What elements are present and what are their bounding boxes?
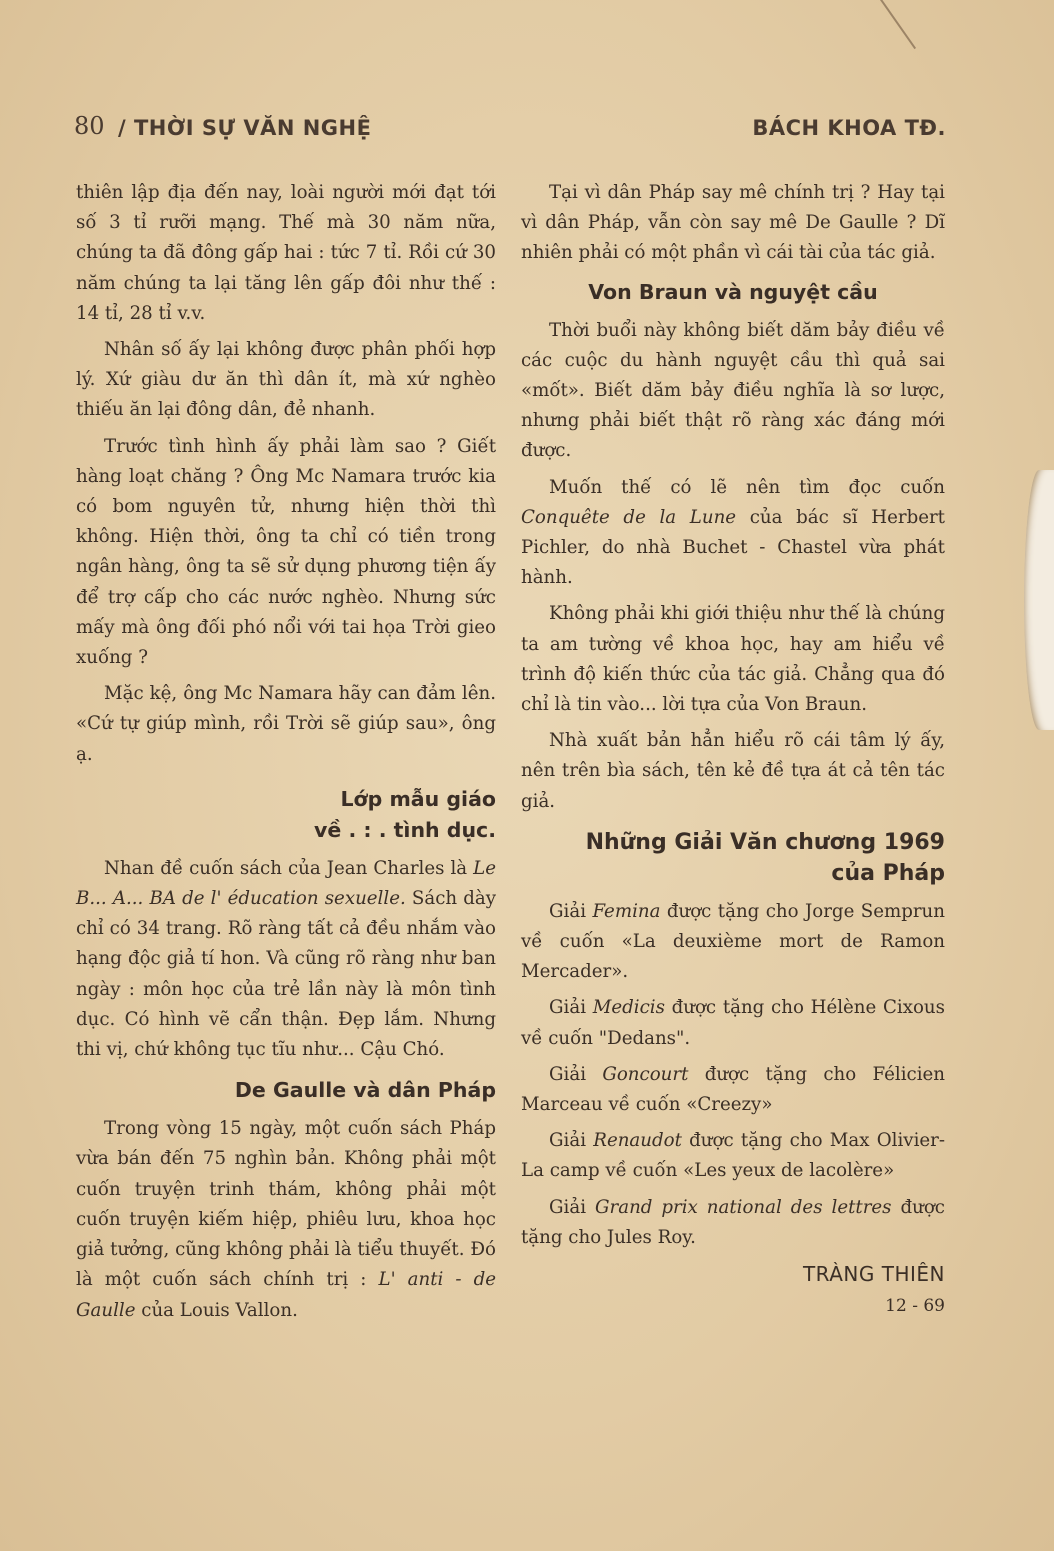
article-heading-von-braun: Von Braun và nguyệt cầu [588,279,878,304]
paragraph: Nhà xuất bản hẳn hiểu rõ cái tâm lý ấy, nên trên bìa sách, tên kẻ đề tựa át cả tên tác giả. [521,730,945,812]
author-signature: TRÀNG THIÊN [802,1262,945,1287]
page-crease [880,0,916,49]
paragraph: Nhân số ấy lại không được phân phối hợp lý. Xứ giàu dư ăn thì dân ít, mà xứ nghèo thiếu ăn lại đông dân, đẻ nhanh. [76,339,496,421]
left-column [76,178,496,1332]
paragraph: Muốn thế có lẽ nên tìm đọc cuốn Conquête de la Lune của bác sĩ Herbert Pichler, do nhà Buchet - Chastel vừa phát hành. [521,476,945,589]
paragraph: Nhan đề cuốn sách của Jean Charles là Le B... A... BA de l' éducation sexuelle. Sách dày chỉ có 34 trang. Rõ ràng tất cả đều nhắm vào hạng độc giả tí hon. Và cũng rõ ràng như ban ngày : môn học của trẻ lần này là môn tình dục. Có hình vẽ cẩn thận. Đẹp lắm. Nhưng thi vị, chứ không tục tĩu như... Cậu Chó. [76,857,497,1061]
prize-item: Giải Femina được tặng cho Jorge Semprun về cuốn «La deuxième mort de Ramon Mercader». [521,900,945,983]
book-title: Le B... A... BA de l' éducation sexuelle. [76,857,496,910]
page-header [74,112,946,146]
book-title: L' anti - de Gaulle [76,1269,496,1321]
paragraph: Trước tình hình ấy phải làm sao ? Giết hàng loạt chăng ? Ông Mc Namara trước kia có bom nguyên tử, nhưng hiện thời thì không. Hiện thời, ông ta chỉ có tiền trong ngân hàng, ông ta sẽ sử dụng phương tiện ấy để trợ cấp cho các nước nghèo. Nhưng sức mấy mà ông đối phó nổi với tai họa Trời gieo xuống ? [76,435,496,669]
date-line: 12 - 69 [885,1296,945,1317]
prize-item: Giải Grand prix national des lettres được tặng cho Jules Roy. [521,1196,945,1248]
article-heading-literary-prizes: Những Giải Văn chương 1969 của Pháp [585,829,945,886]
paragraph: Mặc kệ, ông Mc Namara hãy can đảm lên. «Cứ tự giúp mình, rồi Trời sẽ giúp sau», ông ạ. [76,683,496,765]
paragraph: Trong vòng 15 ngày, một cuốn sách Pháp vừa bán đến 75 nghìn bản. Không phải một cuốn truyện trinh thám, không phải một cuốn truyện kiếm hiệp, phiêu lưu, khoa học giả tưởng, cũng không phải là tiểu thuyết. Đó là một cuốn sách chính trị : L' anti - de Gaulle của Louis Vallon. [76,1118,496,1321]
prize-item: Giải Renaudot được tặng cho Max Olivier-La camp về cuốn «Les yeux de lacolère» [521,1130,945,1182]
torn-edge [1024,470,1054,730]
book-title: Conquête de la Lune [521,506,737,528]
prize-item: Giải Goncourt được tặng cho Félicien Marceau về cuốn «Creezy» [521,1063,945,1116]
magazine-name: BÁCH KHOA TĐ. [752,116,946,140]
paragraph: thiên lập địa đến nay, loài người mới đạt tới số 3 tỉ rưỡi mạng. Thế mà 30 năm nữa, chúng ta đã đông gấp hai : tức 7 tỉ. Rồi cứ 30 năm chúng ta lại tăng lên gấp đôi như thế : 14 tỉ, 28 tỉ v.v. [76,182,496,324]
prize-item: Giải Medicis được tặng cho Hélène Cixous về cuốn "Dedans". [521,997,945,1049]
section-title: / THỜI SỰ VĂN NGHỆ [118,116,372,140]
article-heading-sex-education: Lớp mẫu giáo về . : . tình dục. [314,786,496,842]
paragraph: Tại vì dân Pháp say mê chính trị ? Hay tại vì dân Pháp, vẫn còn say mê De Gaulle ? Dĩ nhiên phải có một phần vì cái tài của tác giả. [521,182,945,264]
article-heading-de-gaulle: De Gaulle và dân Pháp [234,1078,496,1103]
right-column [521,178,945,1322]
page-number: 80 [74,112,105,140]
paragraph: Thời buổi này không biết dăm bảy điều về các cuộc du hành nguyệt cầu thì quả sai «mốt». Biết dăm bảy điều nghĩa là sơ lược, nhưng phải biết thật rõ ràng xác đáng mới được. [521,319,945,462]
paragraph: Không phải khi giới thiệu như thế là chúng ta am tường về khoa học, hay am hiểu về trình độ kiến thức của tác giả. Chẳng qua đó chỉ là tin vào... lời tựa của Von Braun. [521,603,945,716]
